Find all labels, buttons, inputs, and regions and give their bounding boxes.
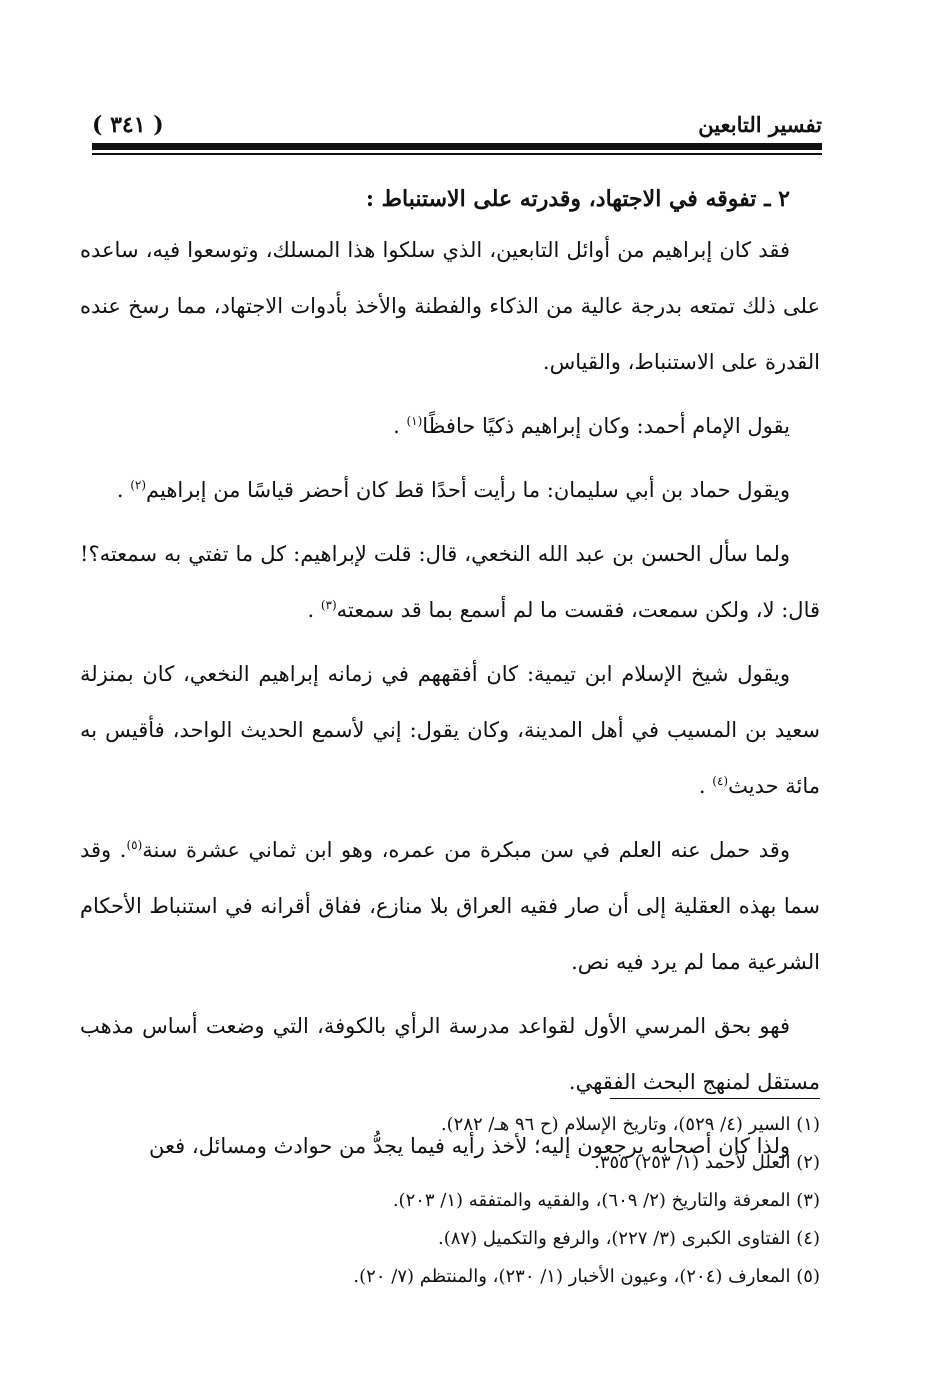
paragraph: ويقول شيخ الإسلام ابن تيمية: كان أفقههم في زمانه إبراهيم النخعي، كان بمنزلة سعيد بن المسيب في أهل المدينة، وكان يقول: إني لأسمع الحديث الواحد، فأقيس به مائة حديث$^{(٤)}$ . [80, 662, 820, 798]
footnote: (٣) المعرفة والتاريخ (٢/ ٦٠٩)، والفقيه والمتفقه (١/ ٢٠٣). [392, 1190, 820, 1211]
main-text [80, 182, 820, 1182]
paragraph: يقول الإمام أحمد: وكان إبراهيم ذكيًا حافظًا$^{(١)}$ . [393, 414, 790, 438]
header-rule-thin [92, 153, 822, 155]
page-number: ( ٣٤١ ) [92, 112, 164, 138]
paragraph: فقد كان إبراهيم من أوائل التابعين، الذي سلكوا هذا المسلك، وتوسعوا فيه، ساعده على ذلك تمتعه بدرجة عالية من الذكاء والفطنة والأخذ بأدوات الاجتهاد، مما رسخ عنده القدرة على الاستنباط، والقياس. [80, 238, 820, 374]
footnote-ref: (٥) [126, 838, 143, 852]
paragraph: وقد حمل عنه العلم في سن مبكرة من عمره، وهو ابن ثماني عشرة سنة$^{(٥)}$. وقد سما بهذه العقلية إلى أن صار فقيه العراق بلا منازع، ففاق أقرانه في استنباط الأحكام الشرعية مما لم يرد فيه نص. [80, 838, 820, 974]
footnotes [120, 1106, 820, 1296]
section-heading: ٢ ـ تفوقه في الاجتهاد، وقدرته على الاستنباط : [365, 186, 790, 212]
paragraph: ولذا كان أصحابه يرجعون إليه؛ لأخذ رأيه فيما يجدُّ من حوادث ومسائل، فعن [149, 1134, 790, 1158]
footnote: (١) السير (٤/ ٥٢٩)، وتاريخ الإسلام (ح ٩٦ هـ/ ٢٨٢). [440, 1114, 820, 1135]
paragraph: ويقول حماد بن أبي سليمان: ما رأيت أحدًا قط كان أحضر قياسًا من إبراهيم$^{(٢)}$ . [116, 478, 790, 502]
paragraph: ولما سأل الحسن بن عبد الله النخعي، قال: قلت لإبراهيم: كل ما تفتي به سمعته؟! قال: لا، ولكن سمعت، فقست ما لم أسمع بما قد سمعته$^{(٣)}$ . [80, 542, 820, 622]
page-header [92, 108, 822, 146]
footnote-ref: (٢) [130, 478, 147, 492]
footnote-separator [610, 1098, 820, 1099]
footnote-ref: (٣) [320, 598, 337, 612]
footnote: (٥) المعارف (٢٠٤)، وعيون الأخبار (١/ ٢٣٠)، والمنتظم (٧/ ٢٠). [353, 1266, 820, 1287]
footnote: (٤) الفتاوى الكبرى (٣/ ٢٢٧)، والرفع والتكميل (٨٧). [437, 1228, 820, 1249]
footnote-ref: (١) [406, 414, 423, 428]
footnote-ref: (٤) [712, 774, 729, 788]
footnote: (٢) العلل لأحمد (١/ ٢٥٣) ٣٥٥. [594, 1152, 820, 1173]
book-title: تفسير التابعين [698, 112, 822, 137]
header-rule-thick [92, 143, 822, 150]
paragraph: فهو بحق المرسي الأول لقواعد مدرسة الرأي بالكوفة، التي وضعت أساس مذهب مستقل لمنهج البحث الفقهي. [80, 1014, 820, 1094]
